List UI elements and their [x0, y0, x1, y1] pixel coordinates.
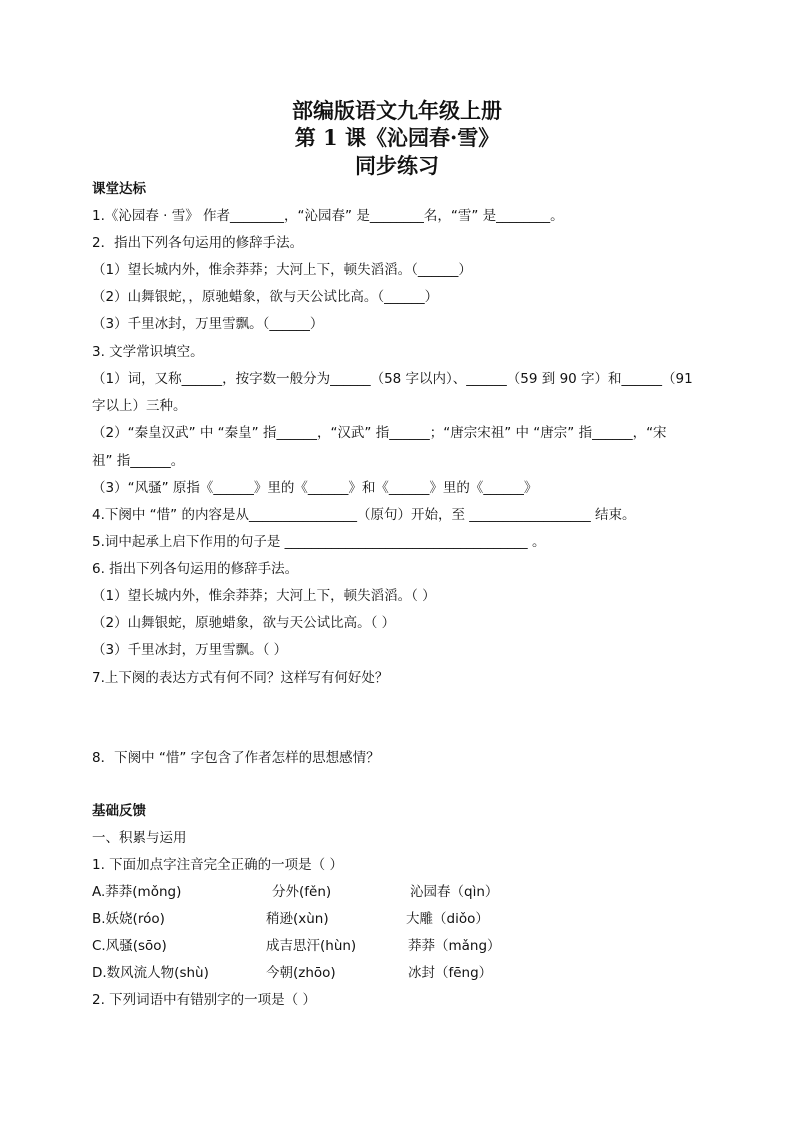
question-line: 4.下阕中 “惜” 的内容是从________________（原句）开始，至 __________________ 结束。: [92, 507, 636, 523]
question-line: 6. 指出下列各句运用的修辞手法。: [92, 561, 299, 577]
option-a-2: 分外(fěn): [272, 884, 332, 900]
doc-title: 部编版语文九年级上册: [292, 98, 502, 123]
question-line: 1.《沁园春 · 雪》 作者________，“沁园春” 是________名，“雪” 是________。: [92, 208, 564, 224]
question-line: （1）词，又称______，按字数一般分为______（58 字以内）、______（59 到 90 字）和______（91: [92, 371, 693, 387]
option-b-3: 大雕（diǒo）: [406, 911, 489, 927]
question-line: （1）望长城内外，惟余莽莽；大河上下，顿失滔滔。（______）: [92, 262, 472, 278]
option-d-3: 冰封（fēng）: [408, 965, 493, 981]
option-c: C.风骚(sōo): [92, 938, 167, 954]
question-line: （3）“风骚” 原指《______》里的《______》和《______》里的《______》: [92, 480, 538, 496]
section-heading-classroom: 课堂达标: [92, 181, 146, 197]
section-heading-basic: 基础反馈: [92, 803, 146, 819]
option-b: B.妖娆(róo): [92, 911, 165, 927]
question-line: （3）千里冰封，万里雪飘。（ ）: [92, 642, 288, 658]
option-c-3: 莽莽（mǎng）: [408, 938, 501, 954]
question-line: 5.词中起承上启下作用的句子是 ____________________________________ 。: [92, 534, 546, 550]
option-c-2: 成吉思汗(hùn): [266, 938, 357, 954]
question-line: （2）山舞银蛇，原驰蜡象，欲与天公试比高。（ ）: [92, 615, 396, 631]
question-line: 1. 下面加点字注音完全正确的一项是（ ）: [92, 857, 343, 873]
question-line: 字以上）三种。: [92, 398, 187, 414]
exercise-title: 同步练习: [355, 153, 439, 178]
question-line: （2）山舞银蛇，，原驰蜡象，欲与天公试比高。（______）: [92, 289, 439, 305]
question-line: （2）“秦皇汉武” 中 “秦皇” 指______，“汉武” 指______；“唐宗宋祖” 中 “唐宗” 指______，“宋: [92, 425, 667, 441]
option-a: A.莽莽(mǒng): [92, 884, 182, 900]
option-d: D.数风流人物(shù): [92, 965, 209, 981]
option-a-3: 沁园春（qìn）: [410, 884, 499, 900]
option-d-2: 今朝(zhōo): [266, 965, 336, 981]
question-line: 祖” 指______。: [92, 453, 185, 469]
question-line: （3）千里冰封，万里雪飘。（______）: [92, 316, 324, 332]
question-line: 8．下阕中 “惜” 字包含了作者怎样的思想感情？: [92, 750, 380, 766]
question-line: （1）望长城内外，惟余莽莽；大河上下，顿失滔滔。（ ）: [92, 588, 436, 604]
question-line: 2．指出下列各句运用的修辞手法。: [92, 235, 304, 251]
option-b-2: 稍逊(xùn): [266, 911, 329, 927]
lesson-title: 第 1 课《沁园春·雪》: [294, 125, 500, 150]
section-subheading: 一、积累与运用: [92, 830, 187, 846]
question-line: 7.上下阕的表达方式有何不同？这样写有何好处？: [92, 670, 389, 686]
question-line: 2. 下列词语中有错别字的一项是（ ）: [92, 992, 316, 1008]
question-line: 3. 文学常识填空。: [92, 344, 204, 360]
